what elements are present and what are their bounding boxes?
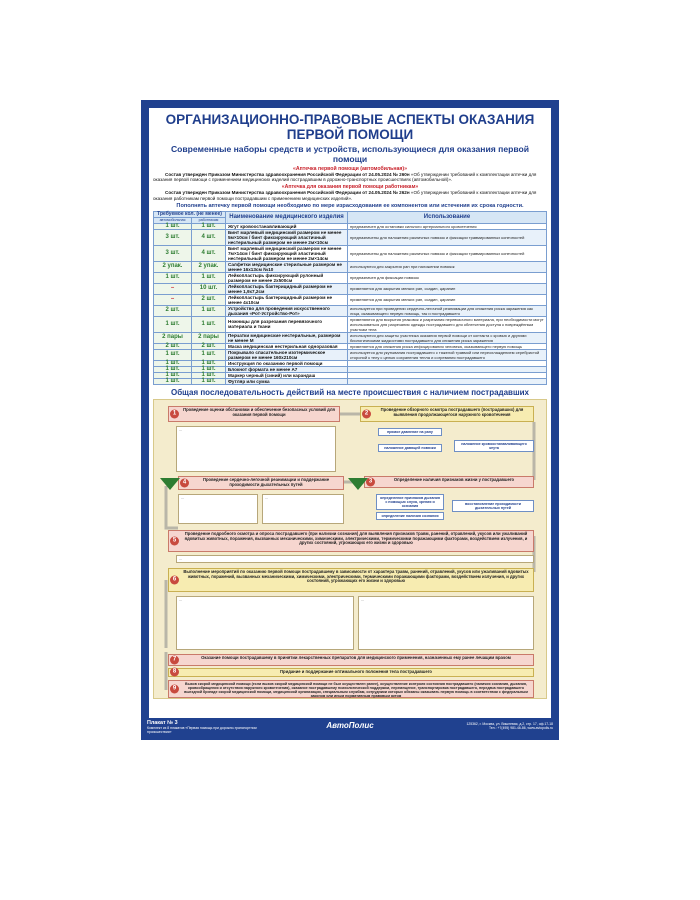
table-row [154,378,547,384]
refill-note: Пополнять аптечку первой помощи необходимо по мере израсходования ее компонентов или истечения их срока годности. [176,202,524,209]
item-use: предназначены для наложения различных повязок и фиксации травмированных конечностей [348,229,547,245]
kit-table [153,211,547,385]
item-name: Бинт марлевый медицинский размером не менее 5м×10см / бинт фиксирующий эластичный нестерильный размером не менее 2м×10см [226,229,348,245]
qty-work: 1 шт. [192,316,226,332]
item-use: применяется для закрытия мелких ран, ссадин, царапин [348,294,547,305]
item-name: Маска медицинская нестерильная одноразовая [226,343,348,349]
item-use: предназначен для остановки сильного артериального кровотечения [348,223,547,229]
poster-content [149,108,551,718]
item-name: Покрывало спасательное изотермическое размером не менее 160х210см [226,349,348,360]
item-use [348,378,547,384]
step-5: 5 Проведение подробного осмотра и опроса пострадавшего (при наличии сознания) для выявления признаков травм, ранений, отравлений, укусов или ужаливаний ядовитых животных, поражения, вызванных механическими, химическими, электрическими, термическими поражающими факторами, воздействием излучения, и других состояний, угрожающих его жизни и здоровью [168,530,534,552]
item-use: используются для закрытия ран при наложении повязок [348,261,547,272]
item-use: применяются для вскрытия упаковок и разрезания перевязочного материала, при необходимости могут использоваться для разрезания одежды пострадавшего для облегчения доступа к повреждённым участкам тела [348,316,547,332]
head-work: работникам [192,217,226,223]
page-subtitle: Современные наборы средств и устройств, использующиеся для оказания первой помощи [170,144,530,164]
poster-series: Комплект из 8 плакатов «Первая помощь при дорожно-транспортном происшествии» [147,726,257,734]
table-row [154,272,547,283]
item-name: Лейкопластырь бактерицидный размером не менее 1,9х7,2см [226,283,348,294]
qty-auto: 1 шт. [154,272,192,283]
qty-work: 10 шт. [192,283,226,294]
step-4-details-right: … [262,494,344,524]
qty-work: 2 пары [192,332,226,343]
item-name: Салфетки медицинские стерильные размером не менее 16х13см №10 [226,261,348,272]
step-6-details-left: … [176,596,354,650]
qty-work: 1 шт. [192,366,226,372]
item-use: используются для защиты участника оказания первой помощи от контакта с кровью и другими биологическими жидкостями пострадавшего для снижения риска заражения [348,332,547,343]
warning-triangle-4 [160,478,180,490]
step-3: 3 Определение наличия признаков жизни у пострадавшего [364,476,534,488]
qty-auto: 1 шт. [154,378,192,384]
qty-auto: 1 шт. [154,360,192,366]
qty-auto: – [154,294,192,305]
item-name: Лейкопластырь бактерицидный размером не менее 4х10см [226,294,348,305]
qty-work: 1 шт. [192,272,226,283]
item-use: применяется для закрытия мелких ран, ссадин, царапин [348,283,547,294]
flow-diagram [153,399,547,699]
qty-auto: 2 шт. [154,343,192,349]
qty-work: 1 шт. [192,360,226,366]
qty-work: 4 шт. [192,229,226,245]
warning-triangle-3 [348,478,368,490]
step-1: 1 Проведение оценки обстановки и обеспечение безопасных условий для оказания первой помощи [168,406,340,422]
step-7: 7 Оказание помощи пострадавшему в принятии лекарственных препаратов для медицинского применения, назначенных ему ранее лечащим врачом [168,654,534,666]
item-name: Лейкопластырь фиксирующий рулонный размером не менее 2х500см [226,272,348,283]
qty-auto: 1 шт. [154,372,192,378]
table-row [154,305,547,316]
head-auto: автомобильная [154,217,192,223]
qty-auto: 1 шт. [154,223,192,229]
step-6: 6 Выполнение мероприятий по оказанию первой помощи пострадавшему в зависимости от характера травм, ранений, отравлений, укусов или ужаливаний ядовитых животных, поражений, вызванных механическими, химическими, электрическими, термическими поражающими факторами, воздействием излучения, и других состояний, угрожающих его жизни и здоровью [168,568,534,592]
head-use: Использование [348,211,547,223]
qty-auto: 3 шт. [154,245,192,261]
poster-number: Плакат № 3 [147,720,178,726]
qty-auto: 3 шт. [154,229,192,245]
qty-auto: 1 шт. [154,349,192,360]
qty-work: 2 шт. [192,294,226,305]
step-8: 8 Придание и поддержание оптимального положения тела пострадавшего [168,668,534,677]
item-name: Блокнот формата не менее A7 [226,366,348,372]
item-name: Перчатки медицинские нестерильные, размером не менее M [226,332,348,343]
step-2: 2 Проведение обзорного осмотра пострадавшего (пострадавших) для выявления продолжающегося наружного кровотечения [360,406,534,422]
qty-work: 1 шт. [192,223,226,229]
head-name: Наименование медицинского изделия [226,211,348,223]
table-row [154,245,547,261]
qty-auto: 2 шт. [154,305,192,316]
item-name: Ножницы для разрезания перевязочного материала и ткани [226,316,348,332]
step-9: 9 Вызов скорой медицинской помощи (если вызов скорой медицинской помощи не был осуществлен ранее), осуществление контроля состояния пострадавшего (наличия сознания, дыхания, кровообращения и отсутствия наружного кровотечения), оказание пострадавшему психологической поддержки, перемещение, транспортировка пострадавшего, передача пострадавшего выездной бригаде скорой медицинской помощи, медицинской организации, специальным службам, сотрудники которых обязаны оказывать первую помощь в соответствии с федеральным законом или иным нормативным правовым актом [168,680,534,698]
poster [141,100,559,740]
qty-work: 1 шт. [192,372,226,378]
qty-auto: 1 шт. [154,366,192,372]
publisher-address: 125362, г. Москва, ул. Вишневая, д.2, стр. 17, оф.17-18 Тел.: +7(495) 981-46-86, www.avtopolis.ru [466,722,553,730]
branch-recovery: восстановление проходимости дыхательных путей [452,500,534,512]
table-row [154,332,547,343]
item-use: используется при проведении сердечно-легочной реанимации для снижения риска заражения как лица, оказывающего первую помощь, так и пострадавшего [348,305,547,316]
qty-auto: 1 шт. [154,316,192,332]
item-use: предназначен для фиксации повязок [348,272,547,283]
kit2-title: «Аптечка для оказания первой помощи работникам» [281,184,419,191]
step-5-details: … [176,555,534,563]
qty-work: 1 шт. [192,305,226,316]
step-1-details: … [176,426,336,472]
item-name: Устройство для проведения искусственного дыхания «Рот-Устройство-Рот» [226,305,348,316]
item-use: используется для укутывания пострадавшего с тяжелой травмой или переохлаждением серебристой стороной к телу с целью сохранения тепла и согревания пострадавшего [348,349,547,360]
table-row [154,261,547,272]
sequence-title: Общая последовательность действий на месте происшествия с наличием пострадавших [170,387,530,397]
kit1-title: «Аптечка первой помощи (автомобильная)» [292,166,408,172]
step-6-details-right: … [358,596,534,650]
head-qty: Требуемое кол. (не менее) [154,211,226,217]
arrow-4-5 [166,486,178,528]
step-4: 4 Проведение сердечно-легочной реанимации и поддержание проходимости дыхательных путей [178,476,344,490]
step-4-details-left: … [178,494,258,524]
page-title: ОРГАНИЗАЦИОННО-ПРАВОВЫЕ АСПЕКТЫ ОКАЗАНИЯ ПЕРВОЙ ПОМОЩИ [165,112,535,142]
table-row [154,349,547,360]
qty-work: 1 шт. [192,349,226,360]
brand-logo: АвтоПолис [326,721,374,730]
branch-bleed-yes: прямое давление на рану [378,428,442,436]
qty-auto: 2 пары [154,332,192,343]
kit1-text: Состав утвержден Приказом Министерства здравоохранения Российской Федерации от 24.05.2024 № 260н «Об утверждении требований к комплектации аптечки для оказания первой помощи с применением медицинских изделий пострадавшим в дорожно-транспортных происшествиях (автомобильной)». [153,172,537,183]
qty-work: 2 шт. [192,343,226,349]
table-row [154,283,547,294]
branch-breath: определение признаков дыхания с помощью слуха, зрения и осязания [376,494,444,510]
table-row [154,229,547,245]
item-name: Маркер черный (синий) или карандаш [226,372,348,378]
qty-work: 2 упак. [192,261,226,272]
item-use: предназначены для наложения различных повязок и фиксации травмированных конечностей [348,245,547,261]
qty-work: 4 шт. [192,245,226,261]
kit-table-body [154,223,547,384]
kit2-text: Состав утвержден Приказом Министерства здравоохранения Российской Федерации от 24.05.2024 № 262н «Об утверждении требований к комплектации аптечки для оказания работникам первой помощи пострадавшим с применением медицинских изделий». [153,190,537,201]
qty-work: 1 шт. [192,378,226,384]
table-row [154,316,547,332]
item-name: Жгут кровоостанавливающий [226,223,348,229]
qty-auto: 2 упак. [154,261,192,272]
branch-bandage: наложение давящей повязки [378,444,442,452]
item-name: Инструкция по оказанию первой помощи [226,360,348,366]
poster-footer [141,718,559,740]
branch-alive-yes: определение наличия сознания [376,512,444,520]
qty-auto: – [154,283,192,294]
item-use: применяется для снижения риска инфицирования человека, оказывающего первую помощь [348,343,547,349]
table-row [154,343,547,349]
item-name: Футляр или сумка [226,378,348,384]
table-row [154,294,547,305]
branch-tourniquet: наложение кровоостанавливающего жгута [454,440,534,452]
item-name: Бинт марлевый медицинский размером не менее 7м×14см / бинт фиксирующий эластичный нестерильный размером не менее 2м×14см [226,245,348,261]
